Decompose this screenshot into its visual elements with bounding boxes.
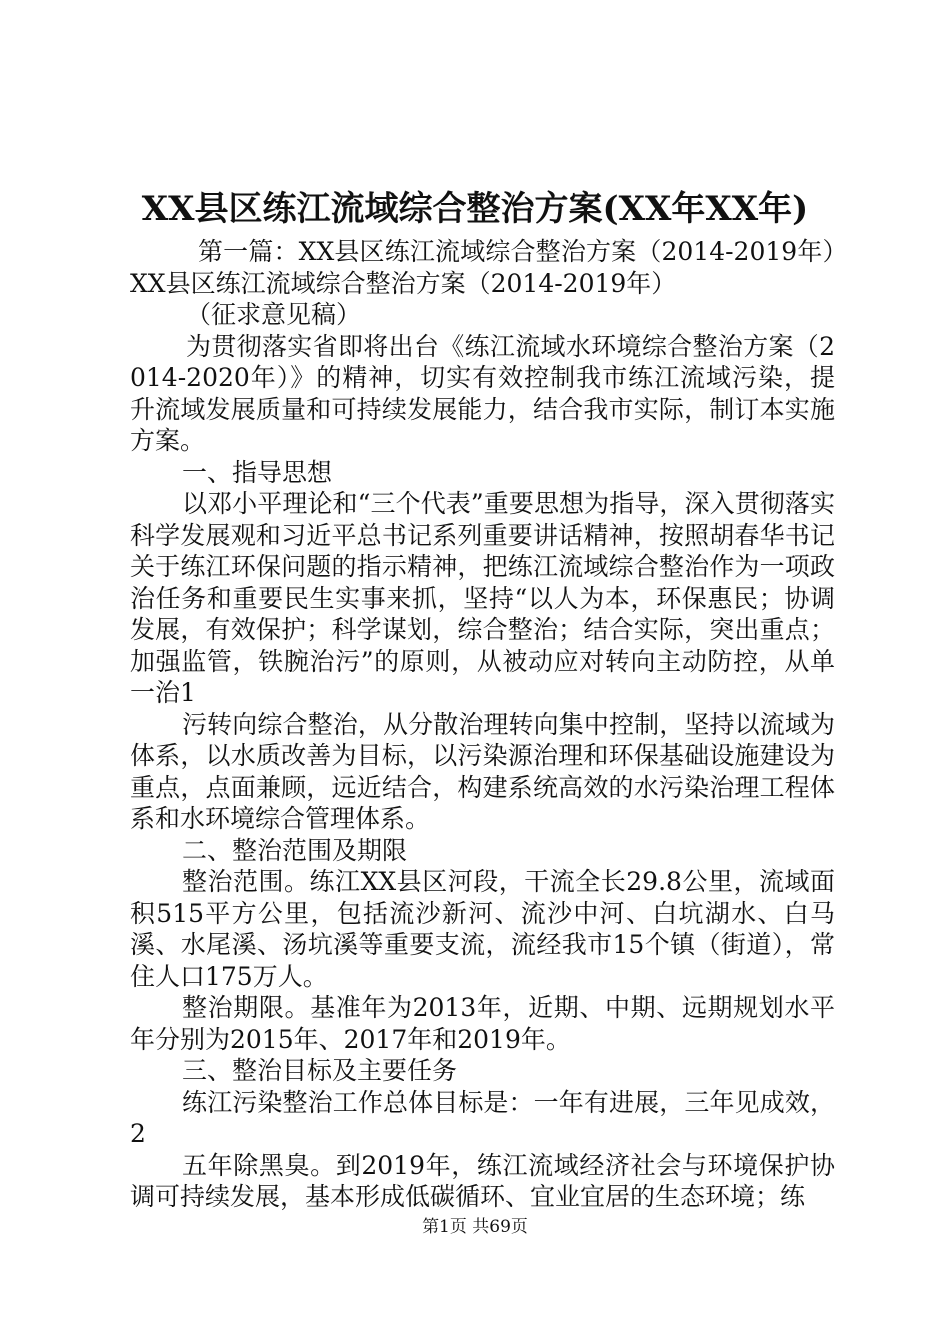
section-heading-guiding-ideology: 一、指导思想 bbox=[182, 457, 333, 487]
paragraph-period: 整治期限。基准年为2013年，近期、中期、远期规划水平年分别为2015年、2017年和2019年。 bbox=[130, 993, 835, 1054]
document-body bbox=[130, 236, 835, 1213]
paragraph-scope: 整治范围。练江XX县区河段，干流全长29.8公里，流域面积515平方公里，包括流沙新河、流沙中河、白坑湖水、白马溪、水尾溪、汤坑溪等重要支流，流经我市15个镇（街道），常住人口175万人。 bbox=[130, 867, 835, 991]
paragraph-guiding-ideology-continued: 污转向综合整治，从分散治理转向集中控制，坚持以流域为体系，以水质改善为目标，以污染源治理和环保基础设施建设为重点，点面兼顾，远近结合，构建系统高效的水污染治理工程体系和水环境综合管理体系。 bbox=[130, 709, 835, 833]
document-title: XX县区练江流域综合整治方案(XX年XX年) bbox=[141, 189, 809, 229]
paragraph-first-chapter: 第一篇：XX县区练江流域综合整治方案（2014-2019年）XX县区练江流域综合整治方案（2014-2019年） bbox=[130, 237, 835, 298]
section-heading-goals-tasks: 三、整治目标及主要任务 bbox=[182, 1056, 458, 1085]
paragraph-overall-goal: 练江污染整治工作总体目标是：一年有进展，三年见成效，2 bbox=[130, 1087, 835, 1148]
paragraph-intro: 为贯彻落实省即将出台《练江流域水环境综合整治方案（2014-2020年）》的精神，切实有效控制我市练江流域污染，提升流域发展质量和可持续发展能力，结合我市实际，制订本实施方案。 bbox=[130, 331, 835, 455]
page-footer: 第1页 共69页 bbox=[422, 1217, 528, 1237]
paragraph-goal-2019: 五年除黑臭。到2019年，练江流域经济社会与环境保护协调可持续发展，基本形成低碳循环、宜业宜居的生态环境；练 bbox=[130, 1150, 835, 1211]
paragraph-guiding-ideology: 以邓小平理论和“三个代表”重要思想为指导，深入贯彻落实科学发展观和习近平总书记系列重要讲话精神，按照胡春华书记关于练江环保问题的指示精神，把练江流域综合整治作为一项政治任务和重要民生实事来抓，坚持“以人为本，环保惠民；协调发展，有效保护；科学谋划，综合整治；结合实际，突出重点；加强监管，铁腕治污”的原则，从被动应对转向主动防控，从单一治1 bbox=[130, 489, 835, 707]
section-heading-scope-period: 二、整治范围及期限 bbox=[182, 835, 408, 865]
paragraph-draft-note: （征求意见稿） bbox=[186, 300, 362, 329]
